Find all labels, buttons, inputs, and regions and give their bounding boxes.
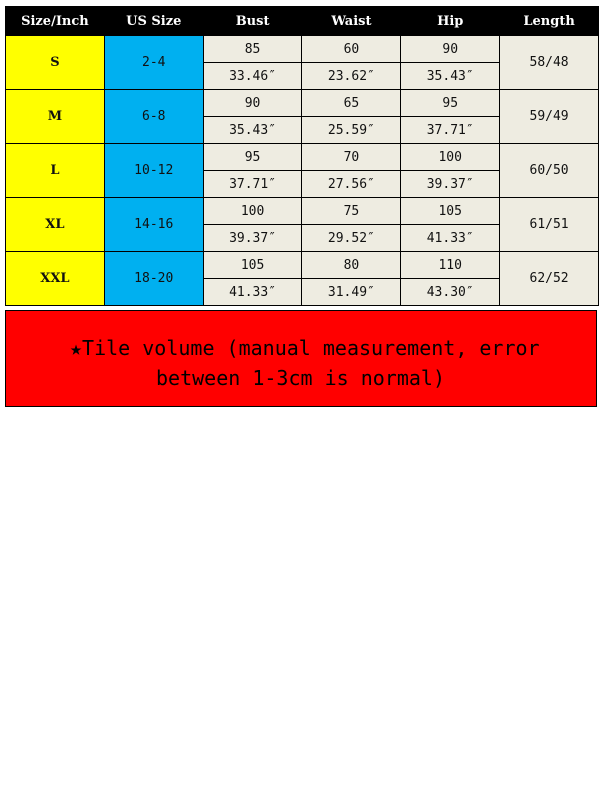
- waist-inch-cell: 23.62″: [302, 63, 401, 90]
- size-cell: M: [6, 90, 105, 144]
- size-table: [5, 6, 599, 306]
- length-cell: 62/52: [500, 252, 599, 306]
- hip-cm-cell: 110: [401, 252, 500, 279]
- bust-cm-cell: 90: [203, 90, 302, 117]
- hip-cm-cell: 100: [401, 144, 500, 171]
- us-size-cell: 6-8: [104, 90, 203, 144]
- us-size-cell: 18-20: [104, 252, 203, 306]
- bust-inch-cell: 39.37″: [203, 225, 302, 252]
- header-waist: Waist: [302, 7, 401, 36]
- hip-inch-cell: 41.33″: [401, 225, 500, 252]
- us-size-cell: 14-16: [104, 198, 203, 252]
- bust-inch-cell: 41.33″: [203, 279, 302, 306]
- hip-cm-cell: 105: [401, 198, 500, 225]
- waist-cm-cell: 65: [302, 90, 401, 117]
- hip-inch-cell: 37.71″: [401, 117, 500, 144]
- table-row: [6, 252, 599, 279]
- header-us-size: US Size: [104, 7, 203, 36]
- header-hip: Hip: [401, 7, 500, 36]
- hip-inch-cell: 43.30″: [401, 279, 500, 306]
- hip-cm-cell: 90: [401, 36, 500, 63]
- waist-cm-cell: 75: [302, 198, 401, 225]
- bust-inch-cell: 33.46″: [203, 63, 302, 90]
- waist-inch-cell: 29.52″: [302, 225, 401, 252]
- waist-cm-cell: 60: [302, 36, 401, 63]
- waist-cm-cell: 80: [302, 252, 401, 279]
- measurement-note: [5, 310, 597, 407]
- us-size-cell: 10-12: [104, 144, 203, 198]
- length-cell: 58/48: [500, 36, 599, 90]
- bust-cm-cell: 105: [203, 252, 302, 279]
- size-cell: XXL: [6, 252, 105, 306]
- length-cell: 61/51: [500, 198, 599, 252]
- hip-inch-cell: 35.43″: [401, 63, 500, 90]
- waist-inch-cell: 27.56″: [302, 171, 401, 198]
- size-cell: S: [6, 36, 105, 90]
- bust-cm-cell: 85: [203, 36, 302, 63]
- table-row: [6, 36, 599, 63]
- hip-cm-cell: 95: [401, 90, 500, 117]
- waist-inch-cell: 25.59″: [302, 117, 401, 144]
- hip-inch-cell: 39.37″: [401, 171, 500, 198]
- table-row: [6, 144, 599, 171]
- waist-inch-cell: 31.49″: [302, 279, 401, 306]
- bust-cm-cell: 95: [203, 144, 302, 171]
- size-chart: [5, 6, 599, 306]
- header-bust: Bust: [203, 7, 302, 36]
- size-cell: L: [6, 144, 105, 198]
- length-cell: 60/50: [500, 144, 599, 198]
- bust-cm-cell: 100: [203, 198, 302, 225]
- bust-inch-cell: 35.43″: [203, 117, 302, 144]
- header-length: Length: [500, 7, 599, 36]
- note-text: [70, 333, 590, 393]
- header-size: Size/Inch: [6, 7, 105, 36]
- size-cell: XL: [6, 198, 105, 252]
- table-row: [6, 90, 599, 117]
- bust-inch-cell: 37.71″: [203, 171, 302, 198]
- waist-cm-cell: 70: [302, 144, 401, 171]
- note-line-1: ★Tile volume (manual measurement, error: [70, 336, 540, 360]
- us-size-cell: 2-4: [104, 36, 203, 90]
- table-row: [6, 198, 599, 225]
- length-cell: 59/49: [500, 90, 599, 144]
- note-line-2: between 1-3cm is normal): [156, 366, 445, 390]
- header-row: [6, 7, 599, 36]
